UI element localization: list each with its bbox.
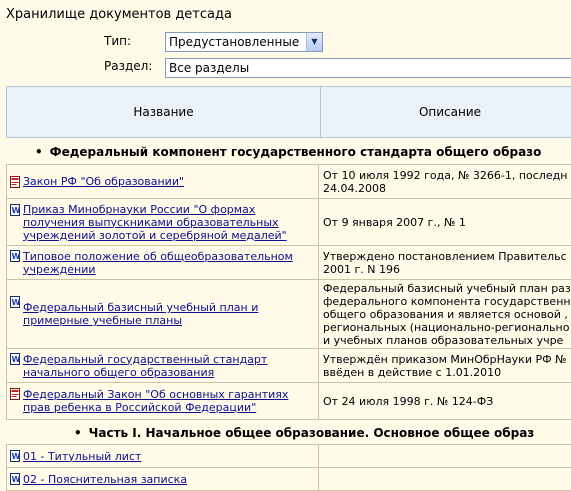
doc-description: Федеральный базисный учебный план раз федерального компонента государственн общего образования и является основой , региональных (национально-регионально и учебных планов образовательных учре — [323, 281, 571, 347]
word-icon — [10, 204, 20, 216]
doc-link[interactable]: Федеральный Закон "Об основных гарантиях прав ребенка в Российской Федерации" — [23, 388, 289, 414]
pdf-icon — [10, 388, 20, 400]
type-label: Тип: — [104, 34, 132, 48]
doc-description: От 9 января 2007 г., № 1 — [323, 215, 466, 229]
doc-description: От 10 июля 1992 года, № 3266-1, последн 24.04.2008 — [323, 168, 568, 195]
section-select-value: Все разделы — [169, 61, 250, 75]
table-row — [6, 468, 571, 491]
doc-name-cell — [6, 349, 319, 382]
word-icon — [10, 250, 20, 262]
doc-link[interactable]: 02 - Пояснительная записка — [23, 472, 188, 486]
column-header-description[interactable]: Описание — [320, 86, 571, 138]
doc-link[interactable]: Федеральный государственный стандарт начального общего образования — [23, 352, 268, 379]
doc-description: Утверждено постановлением Правительс 2001 г. N 196 — [323, 249, 567, 276]
column-header-name[interactable]: Название — [6, 86, 321, 138]
type-select-value: Предустановленные — [169, 35, 300, 49]
word-icon — [10, 450, 20, 462]
table-row — [6, 246, 571, 280]
table-row — [6, 445, 571, 468]
svg-text:W: W — [11, 355, 20, 364]
category-heading: • Часть I. Начальное общее образование. Основное общее образ — [74, 426, 534, 440]
svg-text:W: W — [11, 252, 20, 261]
doc-description: Утверждён приказом МинОбрНауки РФ № ввёден в действие с 1.01.2010 — [323, 352, 567, 379]
doc-name-cell — [6, 280, 319, 348]
doc-name-cell — [6, 445, 319, 467]
word-icon — [10, 473, 20, 485]
doc-name-cell — [6, 383, 319, 419]
table-row — [6, 199, 571, 246]
section-label: Раздел: — [104, 59, 153, 73]
category-heading: • Федеральный компонент государственного стандарта общего образо — [35, 145, 541, 159]
section-select[interactable] — [165, 58, 571, 78]
doc-name-cell — [6, 246, 319, 279]
doc-name-cell — [6, 165, 319, 198]
table-row — [6, 349, 571, 383]
table-row — [6, 383, 571, 420]
word-icon — [10, 353, 20, 365]
table-row — [6, 165, 571, 199]
svg-text:W: W — [11, 452, 20, 461]
svg-text:W: W — [11, 475, 20, 484]
svg-text:W: W — [11, 206, 20, 215]
doc-description: От 24 июля 1998 г. № 124-ФЗ — [323, 394, 494, 408]
page-title: Хранилище документов детсада — [6, 7, 232, 22]
documents-table-part1 — [6, 444, 571, 491]
doc-link[interactable]: Приказ Минобрнауки России "О формах получения выпускниками образовательных учреждений золотой и серебряной медалей" — [23, 202, 287, 242]
svg-text:W: W — [11, 298, 20, 307]
table-row — [6, 280, 571, 349]
doc-description — [319, 468, 571, 490]
doc-link[interactable]: 01 - Титульный лист — [23, 449, 142, 463]
doc-link[interactable]: Типовое положение об общеобразовательном учреждении — [23, 249, 293, 276]
documents-table — [6, 164, 571, 420]
doc-description — [319, 445, 571, 467]
doc-name-cell — [6, 199, 319, 245]
doc-name-cell — [6, 468, 319, 490]
type-select[interactable] — [165, 32, 323, 52]
word-icon — [10, 296, 20, 308]
doc-link[interactable]: Федеральный базисный учебный план и примерные учебные планы — [23, 301, 259, 327]
doc-link[interactable]: Закон РФ "Об образовании" — [23, 175, 185, 188]
pdf-icon — [10, 176, 20, 188]
chevron-down-icon[interactable]: ▼ — [306, 33, 322, 51]
